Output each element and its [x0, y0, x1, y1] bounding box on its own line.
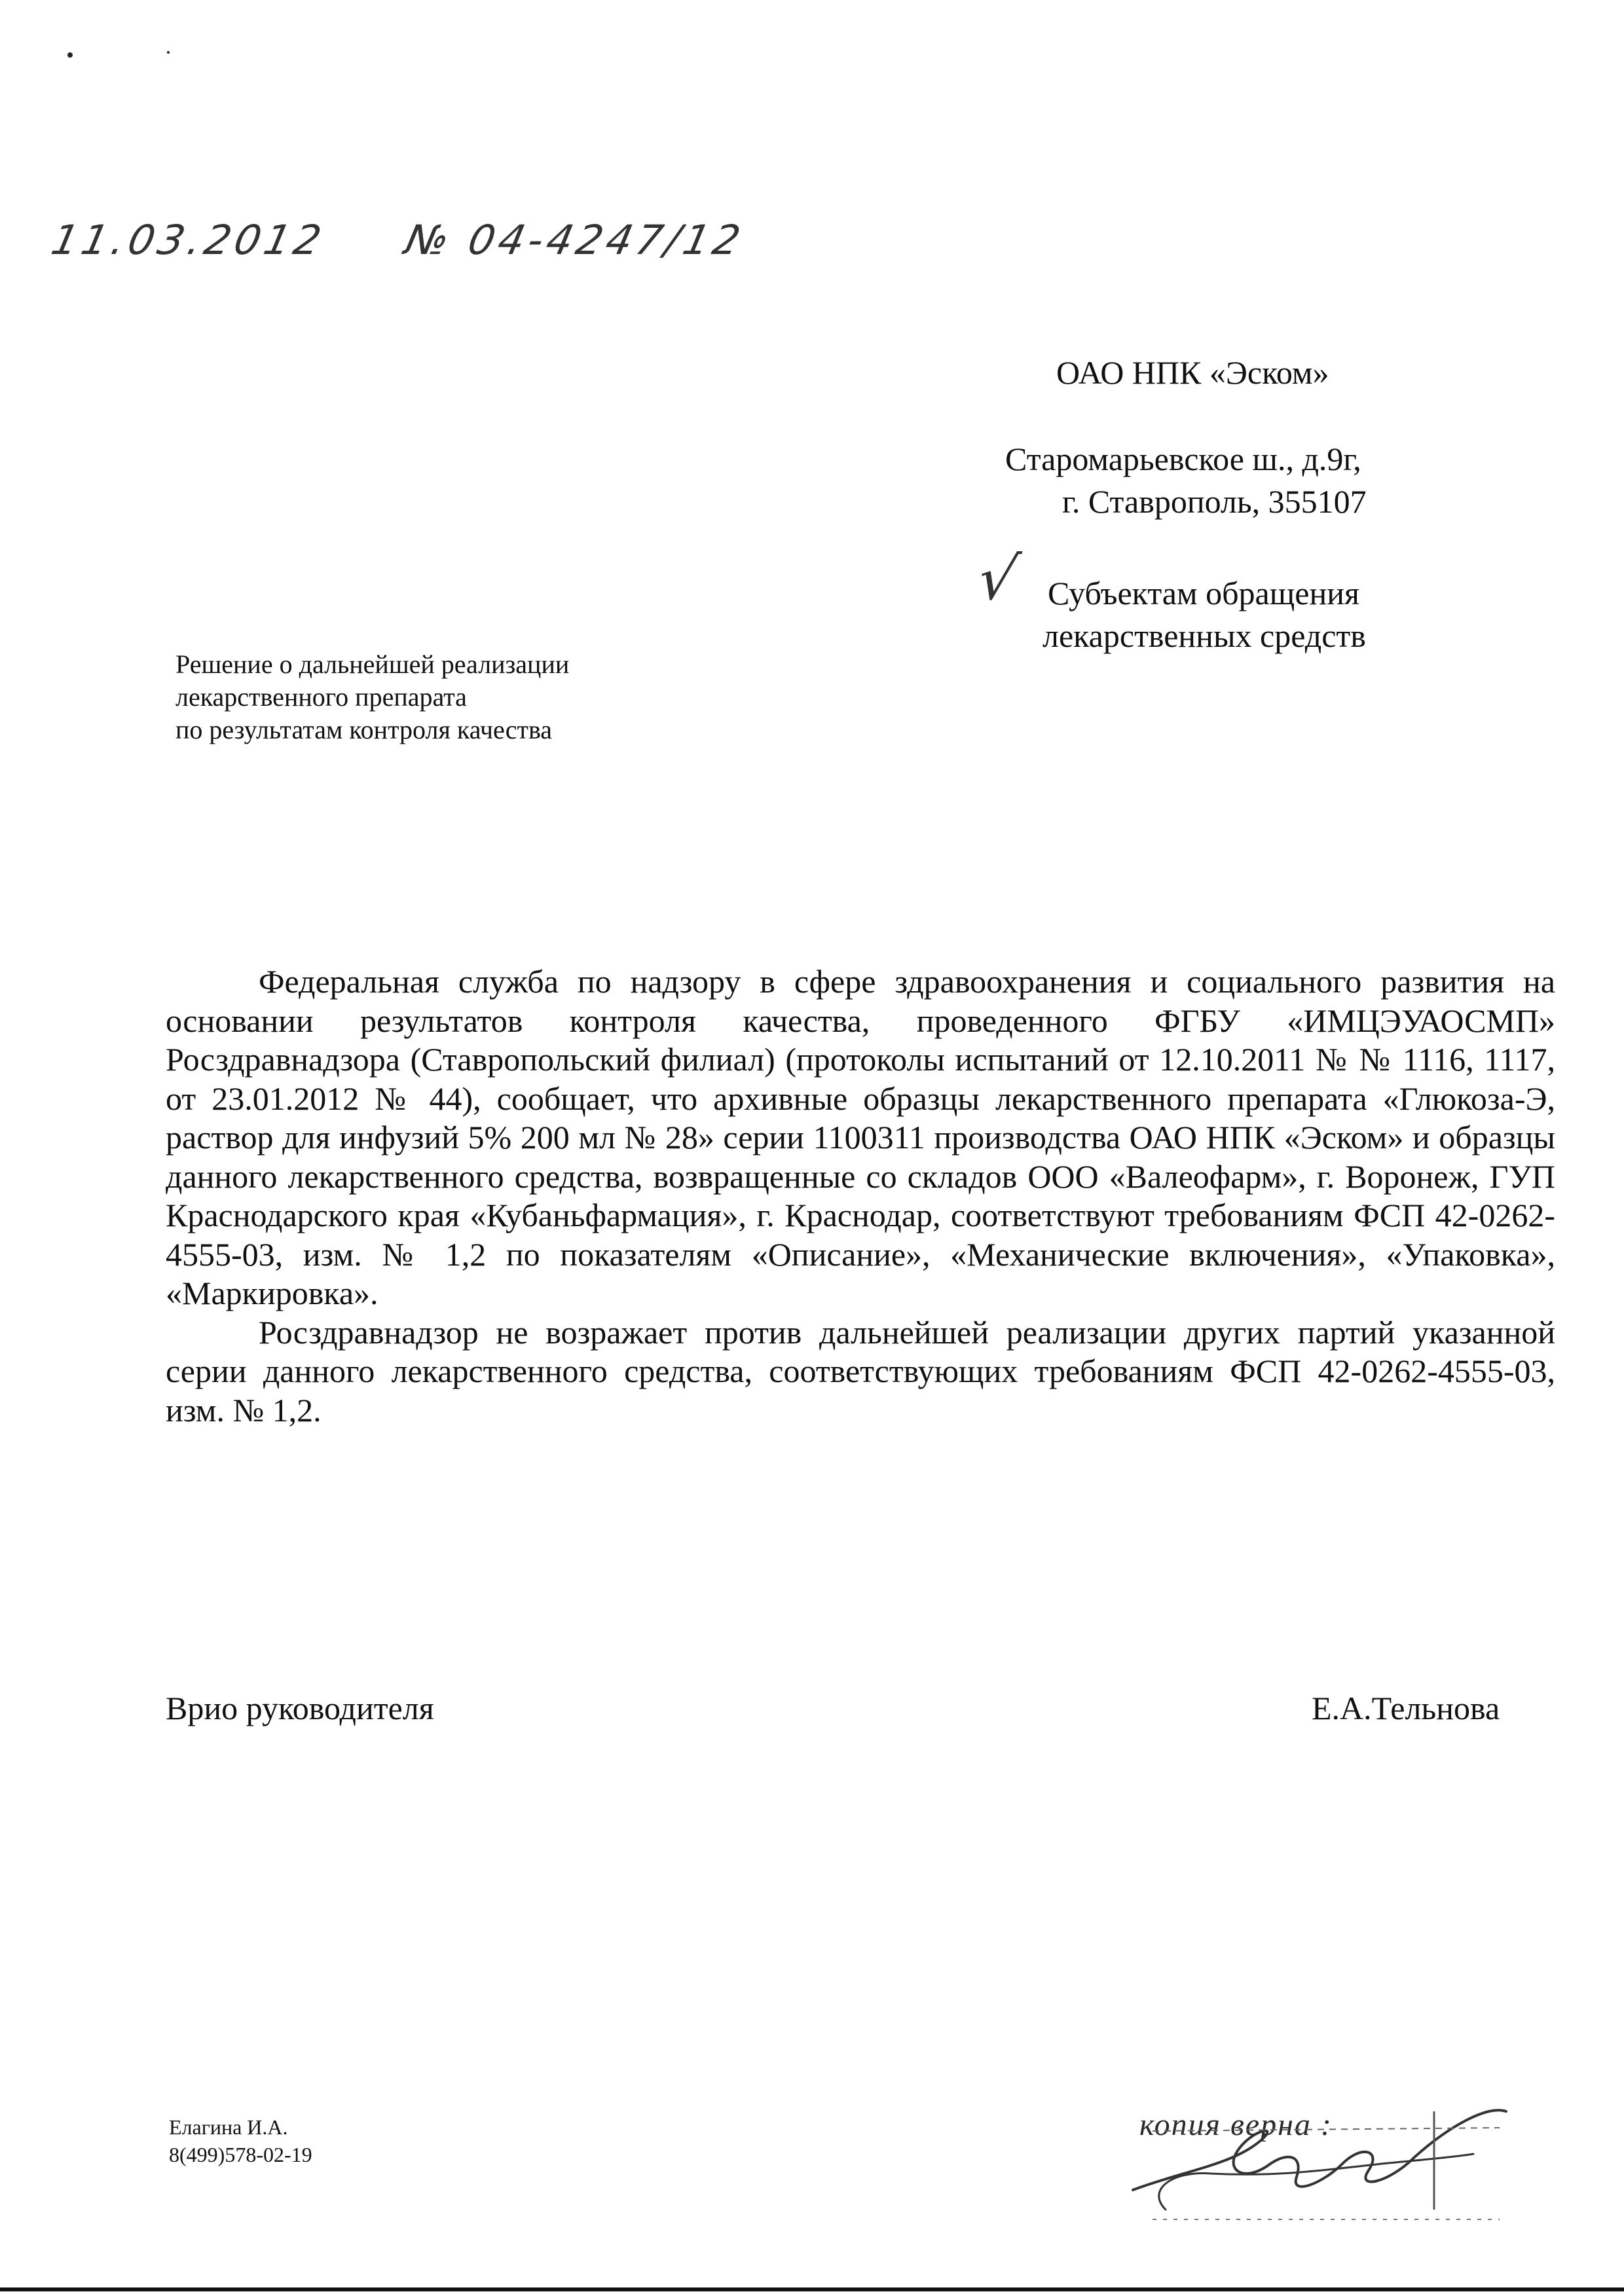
- signature-position: Врио руководителя: [166, 1690, 434, 1726]
- handwritten-date: 11.03.2012: [47, 216, 329, 264]
- body-paragraph-2: Росздравнадзор не возражает против дальнейшей реализации других партий указанной серии данного лекарственного средства, соответствующих требованиям ФСП 42-0262-4555-03, изм. № 1,2.: [166, 1313, 1555, 1429]
- recipient-second-line2: лекарственных средств: [1043, 617, 1366, 654]
- checkmark-icon: √: [971, 545, 1024, 613]
- executor-block: [169, 2113, 312, 2168]
- subject-block: [175, 648, 569, 746]
- copy-stamp-text: копия верна :: [1139, 2107, 1333, 2142]
- executor-name: Елагина И.А.: [169, 2115, 288, 2139]
- subject-line2: лекарственного препарата: [175, 682, 467, 712]
- recipient-company: ОАО НПК «Эском»: [1056, 354, 1329, 391]
- signature-name: Е.А.Тельнова: [1312, 1690, 1500, 1726]
- executor-phone: 8(499)578-02-19: [169, 2143, 312, 2166]
- recipient-address-line2: г. Ставрополь, 355107: [1062, 483, 1367, 520]
- scan-speck: [167, 51, 170, 54]
- recipient-address-line1: Старомарьевское ш., д.9г,: [1005, 441, 1361, 477]
- letter-body: [166, 962, 1555, 1430]
- scan-speck: [67, 52, 73, 58]
- subject-line1: Решение о дальнейшей реализации: [175, 649, 570, 679]
- body-paragraph-1: Федеральная служба по надзору в сфере здравоохранения и социального развития на основании результатов контроля качества, проведенного ФГБУ «ИМЦЭУАОСМП» Росздравнадзора (Ставропольский филиал) (протоколы испытаний от 12.10.2011 № № 1116, 1117, от 23.01.2012 № 44), сообщает, что архивные образцы лекарственного препарата «Глюкоза-Э, раствор для инфузий 5% 200 мл № 28» серии 1100311 производства ОАО НПК «Эском» и образцы данного лекарственного средства, возвращенные со складов ООО «Валеофарм», г. Воронеж, ГУП Краснодарского края «Кубаньфармация», г. Краснодар, соответствуют требованиям ФСП 42-0262-4555-03, изм. № 1,2 по показателям «Описание», «Механические включения», «Упаковка», «Маркировка».: [166, 963, 1555, 1311]
- bottom-edge-rule: [0, 2287, 1624, 2291]
- recipient-second-line1: Субъектам обращения: [1048, 575, 1359, 611]
- subject-line3: по результатам контроля качества: [175, 715, 553, 744]
- handwritten-number: № 04-4247/12: [401, 216, 748, 264]
- handwritten-signature-icon: [1107, 2092, 1526, 2229]
